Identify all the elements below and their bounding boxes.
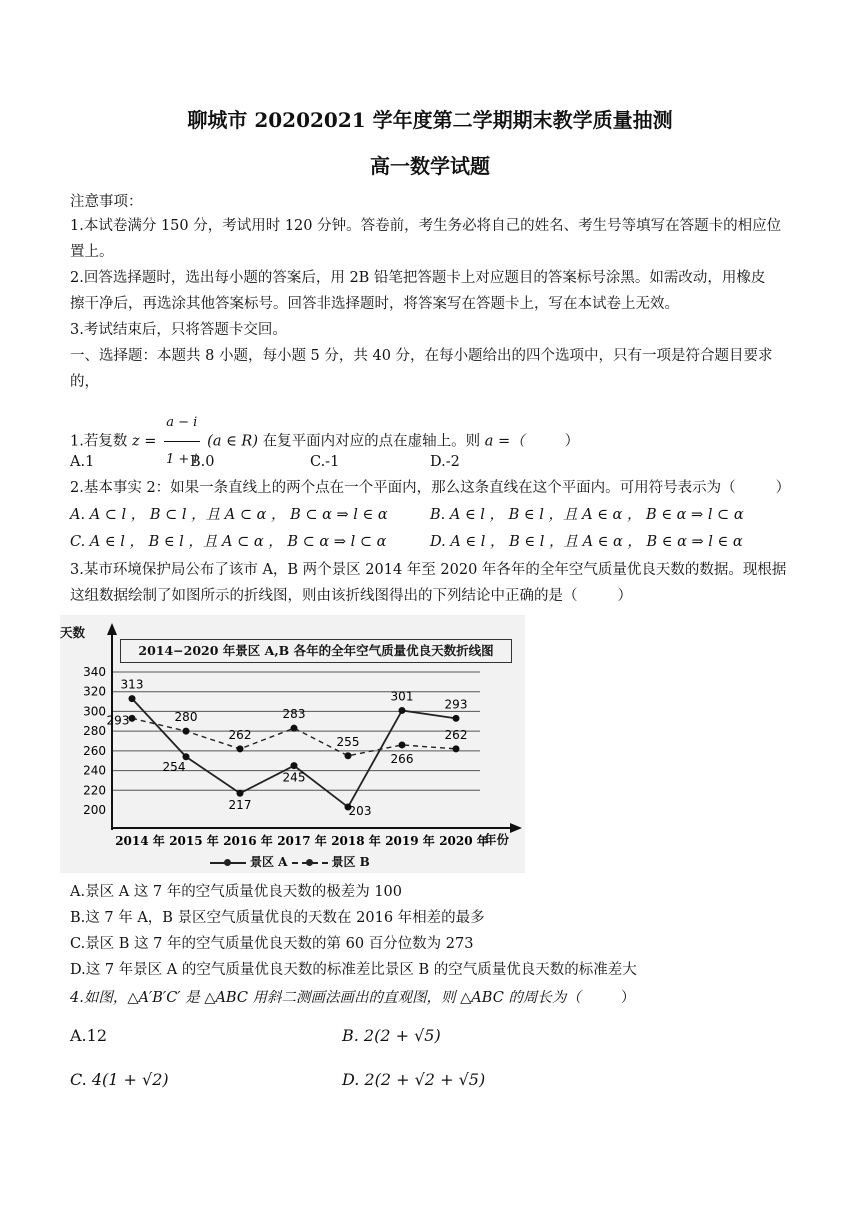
exam-subtitle: 高一数学试题 (370, 154, 490, 178)
q2-stem (70, 478, 800, 498)
series-1-point-4 (345, 752, 352, 759)
q3-option-c[interactable]: C.景区 B 这 7 年的空气质量优良天数的第 60 百分位数为 273 (70, 936, 474, 952)
q1-prefix: 1.若复数 (70, 433, 128, 450)
q4-close: ） (620, 990, 636, 1006)
q2-options-row1 (70, 505, 800, 525)
notice-item3: 3.考试结束后，只将答题卡交回。 (70, 322, 287, 338)
series-0-data-label-6: 293 (444, 697, 468, 712)
chart-legend (210, 853, 370, 870)
q1-numerator: a − i (164, 405, 200, 442)
q3-line2-text: 这组数据绘制了如图所示的折线图，则由该折线图得出的下列结论中正确的是（ (70, 588, 578, 604)
q4-stem (70, 988, 800, 1008)
series-1-point-1 (183, 728, 190, 735)
q3-option-d[interactable]: D.这 7 年景区 A 的空气质量优良天数的标准差比景区 B 的空气质量优良天数的标准差大 (70, 962, 637, 978)
chart-title: 2014−2020 年景区 A,B 各年的全年空气质量优良天数折线图 (120, 639, 512, 663)
notice-item2-line1: 2.回答选择题时，选出每小题的答案后，用 2B 铅笔把答题卡上对应题目的答案标号涂黑。如需改动，用橡皮 (70, 270, 766, 286)
q4-option-c[interactable]: C. 4(1 + √2) (70, 1070, 169, 1089)
q4-option-b[interactable]: B. 2(2 + √5) (342, 1026, 441, 1045)
q4-options-row2 (70, 1070, 800, 1090)
series-0-point-6 (453, 715, 460, 722)
q1-ask: a =（ (484, 433, 525, 450)
y-axis-arrow (107, 623, 117, 635)
notice-item2-line2: 擦干净后，再选涂其他答案标号。回答非选择题时，将答案写在答题卡上，写在本试卷上无效。 (70, 296, 679, 312)
notice-item1-line2: 置上。 (70, 244, 114, 260)
q1-denominator: 1 + i (165, 452, 198, 467)
series-0-point-2 (237, 790, 244, 797)
y-axis-label: 天数 (60, 625, 86, 640)
y-tick-label-280: 280 (83, 724, 106, 739)
exam-title: 聊城市 20202021 学年度第二学期期末教学质量抽测 (187, 108, 673, 132)
y-tick-label-240: 240 (83, 763, 106, 778)
series-1-data-label-6: 262 (444, 727, 468, 742)
series-1-point-6 (453, 745, 460, 752)
series-0-data-label-4: 203 (348, 804, 372, 819)
q1-close: ） (564, 433, 580, 450)
notice-item1-line1: 1.本试卷满分 150 分，考试用时 120 分钟。答卷前，考生务必将自己的姓名、考生号等填写在答题卡的相应位 (70, 218, 782, 234)
series-1-data-label-3: 283 (282, 707, 306, 722)
series-1-data-label-0: 293 (106, 713, 130, 728)
series-0-point-0 (129, 695, 136, 702)
q3-option-b[interactable]: B.这 7 年 A，B 景区空气质量优良的天数在 2016 年相差的最多 (70, 910, 485, 926)
section1-line1: 一、选择题：本题共 8 小题，每小题 5 分，共 40 分，在每小题给出的四个选项中，只有一项是符合题目要求 (70, 348, 773, 364)
series-1-point-3 (291, 725, 298, 732)
legend-b-marker (292, 862, 328, 864)
q3-option-a[interactable]: A.景区 A 这 7 年的空气质量优良天数的极差为 100 (70, 884, 402, 900)
legend-b-label: 景区 B (331, 855, 370, 869)
q3-close: ） (617, 588, 632, 604)
x-axis-label: 年份 (484, 832, 510, 847)
x-tick-label-3: 2017 年 (277, 834, 327, 848)
q3-line2 (70, 586, 800, 606)
series-0-data-label-5: 301 (390, 689, 414, 704)
series-0-data-label-2: 217 (228, 798, 252, 813)
y-tick-label-260: 260 (83, 743, 106, 758)
q1-condition: (a ∈ R) (207, 433, 258, 450)
series-0-data-label-0: 313 (120, 677, 144, 692)
y-tick-label-300: 300 (83, 704, 106, 719)
line-chart (60, 615, 525, 873)
q1-z: z = (131, 433, 157, 450)
q1-option-d[interactable]: D.-2 (430, 454, 460, 470)
q1-option-a[interactable]: A.1 (70, 454, 95, 470)
q4-stem-text: 4.如图，△A′B′C′ 是 △ABC 用斜二测画法画出的直观图，则 △ABC 的周长为（ (70, 990, 581, 1006)
series-0-point-5 (399, 707, 406, 714)
x-tick-label-4: 2018 年 (331, 834, 381, 848)
q2-option-a[interactable]: A. A ⊂ l ， B ⊂ l ，且 A ⊂ α ， B ⊂ α ⇒ l ∈ α (70, 507, 388, 523)
q3-line1: 3.某市环境保护局公布了该市 A，B 两个景区 2014 年至 2020 年各年的全年空气质量优良天数的数据。现根据 (70, 562, 787, 578)
y-tick-label-340: 340 (83, 665, 106, 679)
q1-option-c[interactable]: C.-1 (310, 454, 340, 470)
q4-options-row1 (70, 1026, 800, 1046)
x-axis-arrow (510, 823, 522, 833)
x-tick-label-5: 2019 年 (385, 834, 435, 848)
y-tick-label-200: 200 (83, 803, 106, 817)
q1-option-b[interactable]: B.0 (190, 454, 215, 470)
series-0-data-label-1: 254 (162, 759, 186, 774)
y-tick-label-320: 320 (83, 684, 106, 699)
series-1-data-label-1: 280 (174, 710, 198, 725)
q2-option-c[interactable]: C. A ∈ l ， B ∈ l ，且 A ⊂ α ， B ⊂ α ⇒ l ⊂ α (70, 534, 387, 550)
q1-suffix: 在复平面内对应的点在虚轴上。则 (262, 433, 481, 450)
q1-options (70, 452, 800, 472)
q2-stem-text: 2.基本事实 2：如果一条直线上的两个点在一个平面内，那么这条直线在这个平面内。可用符号表示为（ (70, 480, 736, 496)
q2-option-d[interactable]: D. A ∈ l ， B ∈ l ，且 A ∈ α ， B ∈ α ⇒ l ∈ α (430, 534, 743, 550)
q2-option-b[interactable]: B. A ∈ l ， B ∈ l ，且 A ∈ α ， B ∈ α ⇒ l ⊂ α (430, 507, 744, 523)
q2-close: ） (775, 480, 791, 496)
q2-options-row2 (70, 532, 800, 552)
notice-heading: 注意事项： (70, 194, 143, 210)
x-tick-label-0: 2014 年 (115, 834, 165, 848)
legend-a-marker (210, 862, 246, 864)
series-0-data-label-3: 245 (282, 770, 306, 785)
section1-line2: 的， (70, 374, 99, 390)
y-tick-label-220: 220 (83, 783, 106, 798)
q4-option-a[interactable]: A.12 (70, 1026, 107, 1045)
series-1-data-label-5: 266 (390, 751, 414, 766)
series-0-point-3 (291, 762, 298, 769)
x-tick-label-1: 2015 年 (169, 834, 219, 848)
q4-option-d[interactable]: D. 2(2 + √2 + √5) (342, 1070, 486, 1089)
legend-a-label: 景区 A (250, 855, 288, 869)
series-1-data-label-2: 262 (228, 727, 252, 742)
x-tick-label-2: 2016 年 (223, 834, 273, 848)
x-tick-label-6: 2020 年 (439, 834, 489, 848)
series-1-data-label-4: 255 (336, 734, 360, 749)
series-1-point-0 (129, 715, 136, 722)
series-1-point-2 (237, 745, 244, 752)
series-1-point-5 (399, 741, 406, 748)
